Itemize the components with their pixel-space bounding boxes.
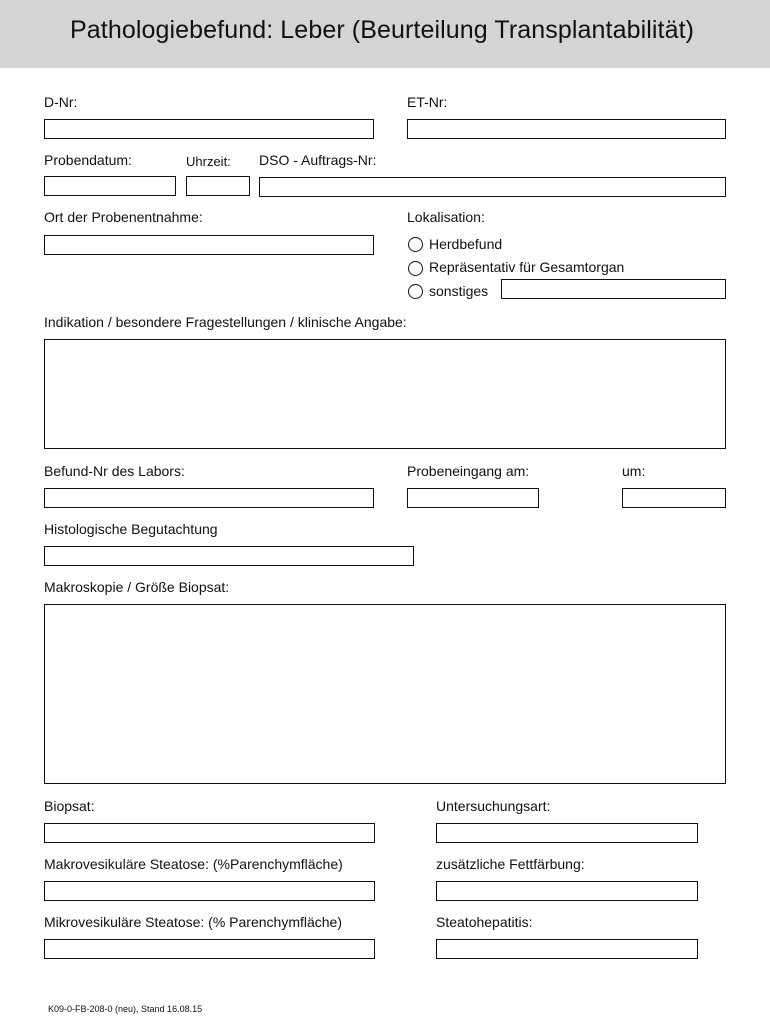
probendatum-field[interactable] (44, 176, 176, 196)
ort-probenentnahme-field[interactable] (44, 235, 374, 255)
befund-nr-label: Befund-Nr des Labors: (44, 463, 185, 479)
header-bar (0, 0, 770, 68)
form-title: Pathologiebefund: Leber (Beurteilung Transplantabilität) (70, 16, 695, 44)
steatohepatitis-label: Steatohepatitis: (436, 914, 533, 930)
mikrovesikulaere-steatose-field[interactable] (44, 939, 375, 959)
um-field[interactable] (622, 488, 726, 508)
fettfaerbung-label: zusätzliche Fettfärbung: (436, 856, 585, 872)
indikation-label: Indikation / besondere Fragestellungen / klinische Angabe: (44, 314, 407, 330)
indikation-textarea[interactable] (44, 339, 726, 449)
ort-probenentnahme-label: Ort der Probenentnahme: (44, 209, 203, 225)
et-nr-label: ET-Nr: (407, 94, 448, 110)
probendatum-label: Probendatum: (44, 152, 132, 168)
sonstiges-field[interactable] (501, 279, 726, 299)
fettfaerbung-field[interactable] (436, 881, 698, 901)
steatohepatitis-field[interactable] (436, 939, 698, 959)
makrovesikulaere-steatose-field[interactable] (44, 881, 375, 901)
untersuchungsart-field[interactable] (436, 823, 698, 843)
makroskopie-textarea[interactable] (44, 604, 726, 784)
biopsat-field[interactable] (44, 823, 375, 843)
probeneingang-label: Probeneingang am: (407, 463, 530, 479)
dso-auftrags-nr-field[interactable] (259, 177, 726, 197)
makrovesikulaere-steatose-label: Makrovesikuläre Steatose: (%Parenchymfläche) (44, 856, 343, 872)
radio-sonstiges[interactable] (408, 284, 423, 299)
d-nr-label: D-Nr: (44, 94, 78, 110)
uhrzeit-label: Uhrzeit: (186, 154, 231, 169)
option-sonstiges-label: sonstiges (429, 283, 489, 299)
dso-auftrags-nr-label: DSO - Auftrags-Nr: (259, 152, 377, 168)
um-label: um: (622, 463, 646, 479)
untersuchungsart-label: Untersuchungsart: (436, 798, 551, 814)
d-nr-field[interactable] (44, 119, 374, 139)
uhrzeit-field[interactable] (186, 176, 250, 196)
form-reference-footer: K09-0-FB-208-0 (neu), Stand 16.08.15 (48, 1004, 203, 1014)
option-repraesentativ-label: Repräsentativ für Gesamtorgan (429, 259, 625, 275)
radio-herdbefund[interactable] (408, 237, 423, 252)
option-herdbefund-label: Herdbefund (429, 236, 503, 252)
histologische-begutachtung-label: Histologische Begutachtung (44, 521, 218, 537)
histologische-begutachtung-field[interactable] (44, 546, 414, 566)
radio-repraesentativ[interactable] (408, 261, 423, 276)
probeneingang-field[interactable] (407, 488, 539, 508)
befund-nr-field[interactable] (44, 488, 374, 508)
lokalisation-label: Lokalisation: (407, 209, 485, 225)
et-nr-field[interactable] (407, 119, 726, 139)
biopsat-label: Biopsat: (44, 798, 95, 814)
mikrovesikulaere-steatose-label: Mikrovesikuläre Steatose: (% Parenchymfläche) (44, 914, 343, 930)
makroskopie-label: Makroskopie / Größe Biopsat: (44, 579, 230, 595)
